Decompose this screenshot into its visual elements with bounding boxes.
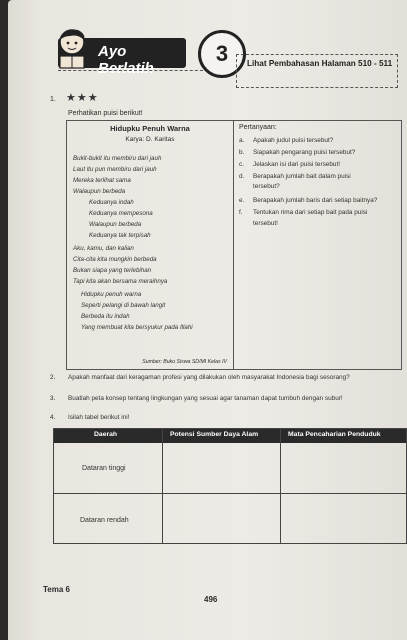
poem-source: Sumber: Buku Siswa SD/MI Kelas IV [142,359,227,365]
banner-dashed-line [58,70,208,71]
reference-text: Lihat Pembahasan Halaman 510 - 511 [247,59,393,68]
question-item: d. Berapakah jumlah bait dalam puisi [239,173,351,180]
poem-line: Walaupun berbeda [89,221,142,228]
table-divider [54,493,406,494]
poem-line: Keduanya mempesona [89,210,153,217]
table-header-cell: Mata Pencaharian Penduduk [288,431,381,438]
poem-title: Hidupku Penuh Warna [110,124,190,133]
question-item-continued: tersebut! [253,220,278,227]
table-header-cell: Potensi Sumber Daya Alam [170,431,259,438]
question-item: a. Apakah judul puisi tersebut? [239,137,334,144]
question-item: b. Siapakah pengarang puisi tersebut? [239,149,356,156]
question-item: f. Tentukan rima dari setiap bait pada puisi [239,209,368,216]
section-title: Ayo Berlatih [98,43,154,77]
poem-line: Laut itu pun membiru dari jauh [73,166,157,173]
poem-author: Karya: D. Karitas [125,136,175,143]
difficulty-stars: ★★★ [66,92,99,104]
poem-column [67,121,234,369]
poem-line: Bukit-bukit itu membiru dari jauh [73,155,162,162]
poem-line: Berbeda itu indah [81,313,130,320]
poem-line: Yang membuat kita bersyukur pada Illahi [81,324,193,331]
reference-box [236,54,398,88]
resource-table [53,428,407,544]
theme-label: Tema 6 [43,585,70,594]
book-page [8,0,407,640]
table-divider [280,429,281,543]
question-4-text: Isilah tabel berikut ini! [68,414,130,421]
poem-table [66,120,402,370]
poem-line: Tapi kita akan bersama meraihnya [73,278,168,285]
poem-line: Bukan siapa yang terlebihan [73,267,152,274]
poem-line: Cita-cita kita mungkin berbeda [73,256,157,263]
poem-line: Keduanya indah [89,199,134,206]
poem-line: Seperti pelangi di bawah langit [81,302,166,309]
question-1-intro: Perhatikan puisi berikut! [68,110,143,117]
poem-line: Walaupun berbeda [73,188,126,195]
table-row-label: Dataran tinggi [82,465,126,472]
table-row-label: Dataran rendah [80,517,129,524]
question-item-continued: tersebut? [253,183,280,190]
question-2-text: Apakah manfaat dari keragaman profesi yang dilakukan oleh masyarakat Indonesia bagi sesorang? [68,374,350,381]
question-3-number: 3. [50,395,56,402]
table-header-row [54,429,406,443]
poem-line: Hidupku penuh warna [81,291,142,298]
table-header-cell: Daerah [94,431,118,438]
question-item: e. Berapakah jumlah baris dari setiap baitnya? [239,197,378,204]
questions-column [233,121,401,369]
questions-heading: Pertanyaan: [239,124,277,131]
poem-line: Aku, kamu, dan kalian [73,245,134,252]
exercise-number-badge: 3 [198,30,246,78]
question-4-number: 4. [50,414,56,421]
question-2-number: 2. [50,374,56,381]
table-divider [162,429,163,543]
poem-line: Mereka terlihat sama [73,177,131,184]
page-number: 496 [204,595,218,604]
question-item: c. Jelaskan isi dari puisi tersebut! [239,161,341,168]
question-1-number: 1. [50,96,56,103]
question-3-text: Buatlah peta konsep tentang lingkungan yang sesuai agar tanaman dapat tumbuh dengan subur! [68,395,343,402]
poem-line: Keduanya tak terpisah [89,232,151,239]
student-mascot-icon [54,26,94,72]
